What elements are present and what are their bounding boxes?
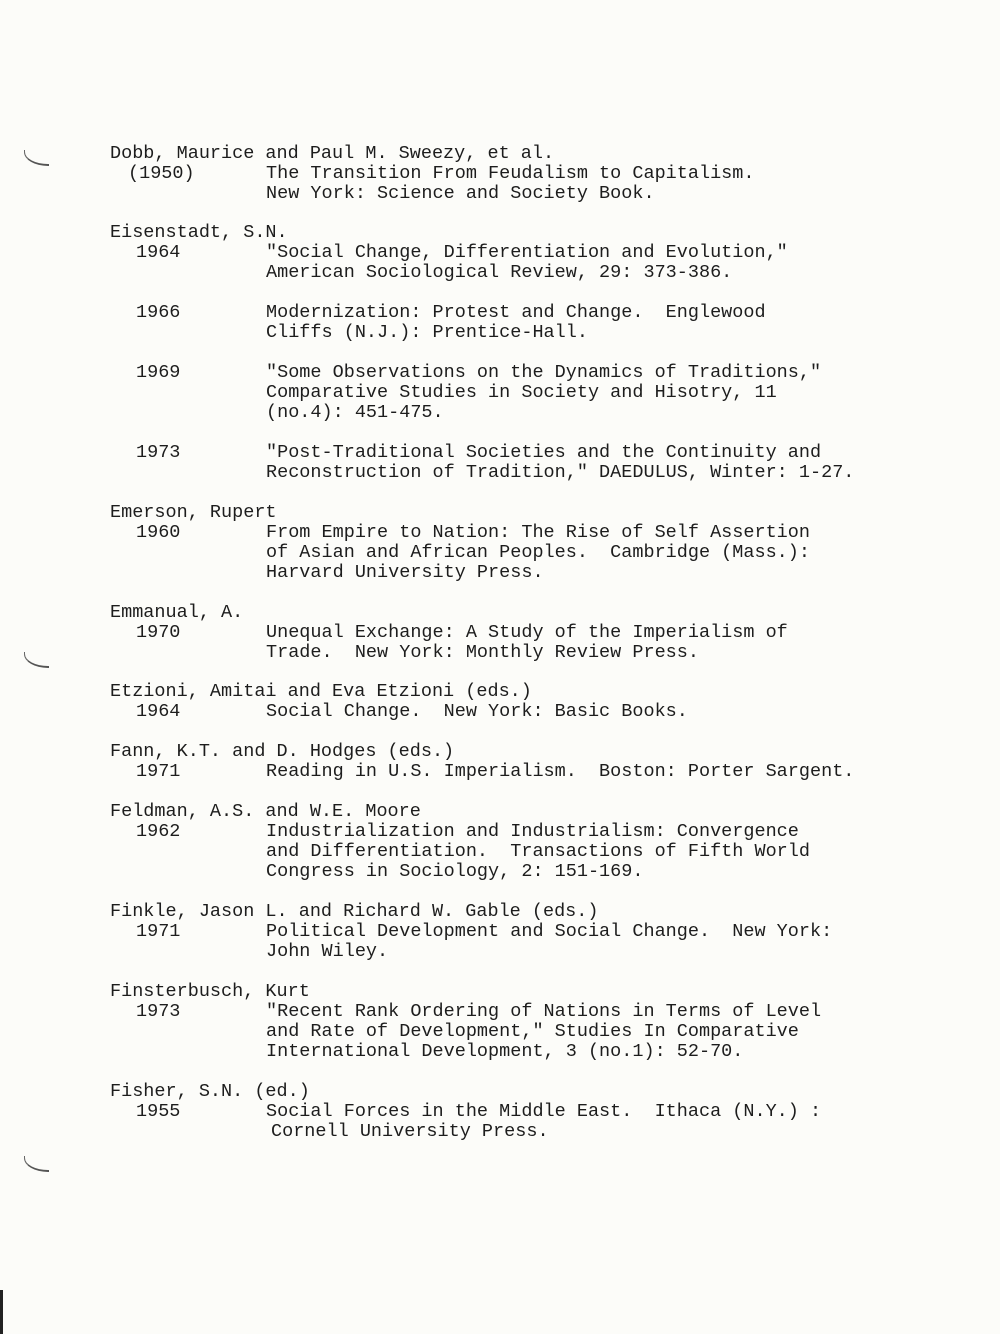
punch-hole-mark [24, 1156, 49, 1172]
citation-line: and Differentiation. Transactions of Fifth World [266, 841, 810, 862]
entry-year: 1966 [136, 302, 181, 323]
entry-author: Etzioni, Amitai and Eva Etzioni (eds.) [110, 681, 532, 702]
entry-year: 1971 [136, 921, 181, 942]
citation-line: and Rate of Development," Studies In Comparative [266, 1021, 799, 1042]
citation-line: "Social Change, Differentiation and Evolution," [266, 242, 788, 263]
citation-line: International Development, 3 (no.1): 52-70. [266, 1041, 744, 1062]
entry-year: 1955 [136, 1101, 181, 1122]
entry-author: Emerson, Rupert [110, 502, 277, 523]
citation-line: "Some Observations on the Dynamics of Traditions," [266, 362, 822, 383]
entry-author: Fisher, S.N. (ed.) [110, 1081, 310, 1102]
entry-author: Finkle, Jason L. and Richard W. Gable (eds.) [110, 901, 599, 922]
entry-author: Finsterbusch, Kurt [110, 981, 310, 1002]
citation-line: Unequal Exchange: A Study of the Imperialism of [266, 622, 788, 643]
citation-line: Cliffs (N.J.): Prentice-Hall. [266, 322, 588, 343]
entry-year: 1973 [136, 1001, 181, 1022]
citation-line: The Transition From Feudalism to Capitalism. [266, 163, 755, 184]
citation-line: Reading in U.S. Imperialism. Boston: Porter Sargent. [266, 761, 855, 782]
citation-line: of Asian and African Peoples. Cambridge (Mass.): [266, 542, 810, 563]
citation-line: Congress in Sociology, 2: 151-169. [266, 861, 644, 882]
entry-year: 1973 [136, 442, 181, 463]
entry-author: Emmanual, A. [110, 602, 244, 623]
citation-line: Cornell University Press. [271, 1121, 549, 1142]
entry-year: 1964 [136, 242, 181, 263]
citation-line: John Wiley. [266, 941, 389, 962]
entry-year: 1970 [136, 622, 181, 643]
citation-line: From Empire to Nation: The Rise of Self Assertion [266, 522, 810, 543]
citation-line: Reconstruction of Tradition," DAEDULUS, Winter: 1-27. [266, 462, 855, 483]
entry-year: 1964 [136, 701, 181, 722]
punch-hole-mark [24, 652, 49, 668]
entry-author: Fann, K.T. and D. Hodges (eds.) [110, 741, 455, 762]
entry-author: Dobb, Maurice and Paul M. Sweezy, et al. [110, 143, 555, 164]
entry-year: 1969 [136, 362, 181, 383]
punch-hole-mark [24, 150, 49, 166]
citation-line: American Sociological Review, 29: 373-386. [266, 262, 733, 283]
entry-year: 1971 [136, 761, 181, 782]
entry-year: (1950) [128, 163, 195, 184]
entry-year: 1960 [136, 522, 181, 543]
entry-author: Eisenstadt, S.N. [110, 222, 288, 243]
citation-line: Harvard University Press. [266, 562, 544, 583]
citation-line: Social Change. New York: Basic Books. [266, 701, 688, 722]
page-edge-shadow [0, 1290, 3, 1334]
entry-year: 1962 [136, 821, 181, 842]
citation-line: "Post-Traditional Societies and the Continuity and [266, 442, 822, 463]
entry-author: Feldman, A.S. and W.E. Moore [110, 801, 421, 822]
citation-line: Industrialization and Industrialism: Convergence [266, 821, 799, 842]
citation-line: Trade. New York: Monthly Review Press. [266, 642, 699, 663]
citation-line: Comparative Studies in Society and Hisotry, 11 [266, 382, 777, 403]
citation-line: New York: Science and Society Book. [266, 183, 655, 204]
citation-line: "Recent Rank Ordering of Nations in Terms of Level [266, 1001, 822, 1022]
citation-line: Modernization: Protest and Change. Englewood [266, 302, 766, 323]
citation-line: Social Forces in the Middle East. Ithaca (N.Y.) : [266, 1101, 822, 1122]
citation-line: Political Development and Social Change. New York: [266, 921, 833, 942]
citation-line: (no.4): 451-475. [266, 402, 444, 423]
